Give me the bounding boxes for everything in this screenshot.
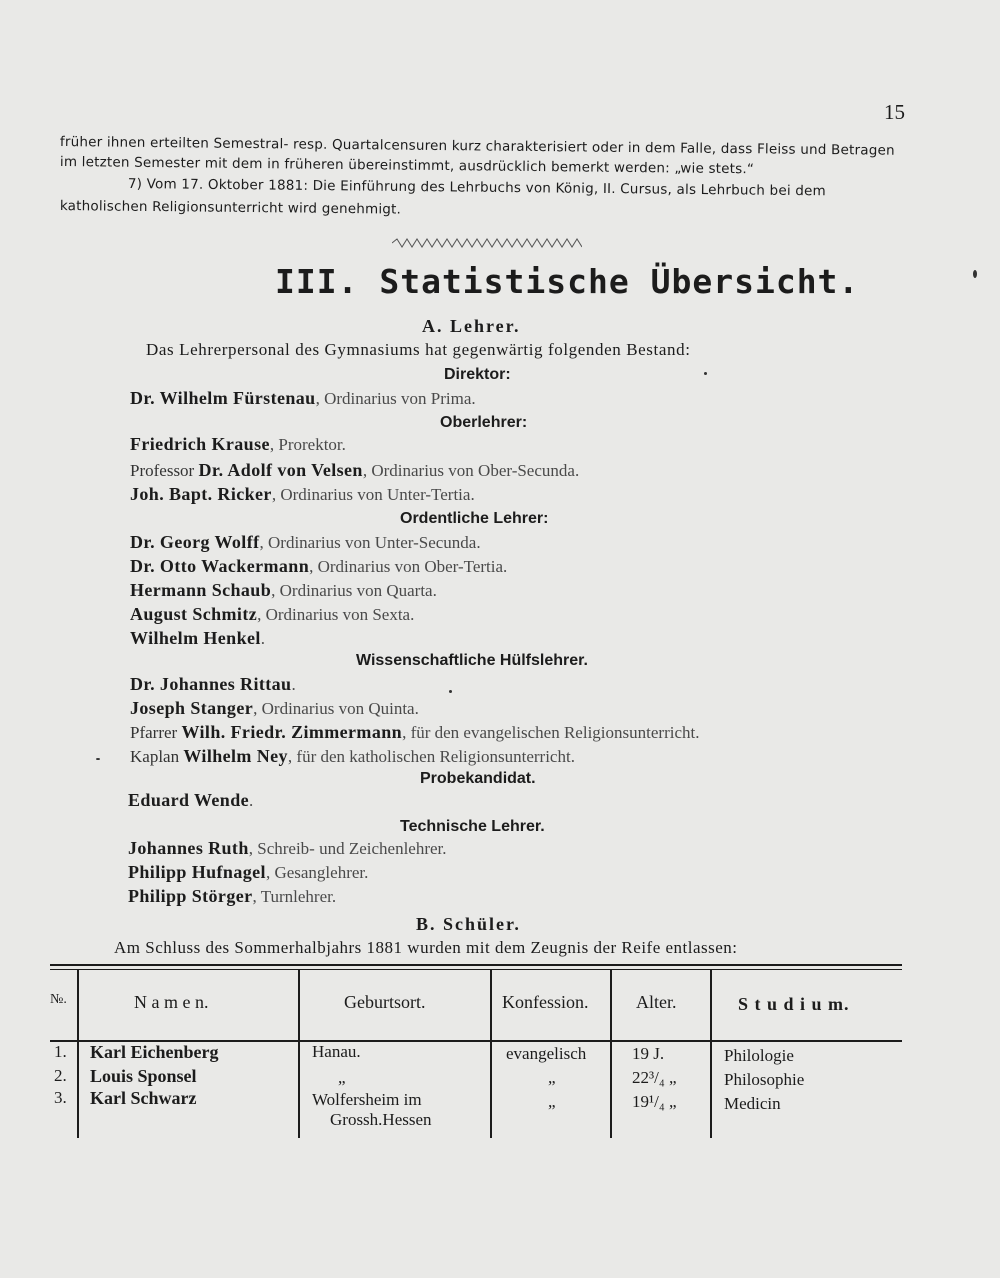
row-geburtsort: „ [338, 1068, 346, 1087]
teacher-name: Joseph Stanger [130, 698, 254, 718]
teacher-entry [128, 790, 253, 811]
lehrer-intro: Das Lehrerpersonal des Gymnasiums hat gegenwärtig folgenden Bestand: [146, 340, 691, 359]
teacher-name: Wilh. Friedr. Zimmermann [181, 722, 403, 742]
lehrer-heading: A. Lehrer. [422, 316, 521, 336]
teacher-name: Joh. Bapt. Ricker [130, 484, 272, 504]
direktor-heading: Direktor: [444, 366, 511, 383]
row-konfession: evangelisch [506, 1044, 587, 1063]
intro-line-3: 7) Vom 17. Oktober 1881: Die Einführung des Lehrbuchs von König, II. Cursus, als Lehrbuch bei dem [127, 176, 827, 200]
header-geburtsort: Geburtsort. [344, 992, 426, 1012]
teacher-entry [130, 722, 699, 743]
header-studium: S t u d i u m. [738, 994, 850, 1014]
teacher-name: Johannes Ruth [128, 838, 249, 858]
row-geburtsort: Hanau. [312, 1042, 361, 1061]
intro-line-1: früher ihnen erteilten Semestral- resp. Quartalcensuren kurz charakterisiert oder in dem Falle, dass Fleiss und Betragen [59, 134, 895, 159]
teacher-role: , Schreib- und Zeichenlehrer. [248, 839, 447, 858]
teacher-name: Eduard Wende [128, 790, 250, 810]
oberlehrer-heading: Oberlehrer: [440, 414, 528, 431]
teacher-role: , für den katholischen Religionsunterricht. [287, 747, 575, 766]
row-konfession: „ [548, 1092, 556, 1111]
row-no: 2. [54, 1066, 67, 1085]
schueler-intro: Am Schluss des Sommerhalbjahrs 1881 wurden mit dem Zeugnis der Reife entlassen: [114, 938, 738, 957]
header-konfession: Konfession. [502, 992, 589, 1012]
teacher-role: , Turnlehrer. [252, 887, 337, 906]
teacher-role: , Ordinarius von Unter-Tertia. [271, 485, 475, 504]
row-alter: 19¹/₄ „ [632, 1092, 677, 1111]
teacher-prefix: Professor [130, 461, 199, 480]
wavy-divider [392, 236, 582, 250]
row-name: Karl Eichenberg [90, 1042, 219, 1062]
direktor-entry [130, 388, 476, 409]
teacher-prefix: Kaplan [130, 747, 184, 766]
teacher-role: , Gesanglehrer. [265, 863, 369, 882]
row-alter: 19 J. [632, 1044, 665, 1063]
teacher-entry [130, 674, 296, 695]
teacher-name: Wilhelm Henkel [130, 628, 261, 648]
teacher-role: . [291, 675, 296, 694]
teacher-name: Wilhelm Ney [183, 746, 288, 766]
row-name: Louis Sponsel [90, 1066, 197, 1086]
section-title: III. Statistische Übersicht. [275, 262, 860, 301]
row-no: 3. [54, 1088, 67, 1107]
print-speck [96, 758, 100, 760]
technische-heading: Technische Lehrer. [400, 818, 545, 835]
row-geburtsort-2: Grossh.Hessen [330, 1110, 432, 1129]
print-speck [704, 372, 707, 375]
teacher-name: Dr. Adolf von Velsen [198, 460, 363, 480]
graduates-table [50, 964, 902, 1144]
teacher-entry [128, 886, 336, 907]
teacher-name: Philipp Hufnagel [128, 862, 266, 882]
teacher-entry [130, 532, 481, 553]
teacher-name: Dr. Johannes Rittau [130, 674, 292, 694]
intro-line-4: katholischen Religionsunterricht wird genehmigt. [59, 198, 402, 218]
row-studium: Medicin [724, 1094, 781, 1113]
teacher-entry [130, 698, 419, 719]
teacher-entry [128, 862, 368, 883]
teacher-entry [130, 604, 414, 625]
hilfslehrer-heading: Wissenschaftliche Hülfslehrer. [356, 652, 588, 669]
print-speck [973, 270, 977, 278]
teacher-name: Hermann Schaub [130, 580, 272, 600]
row-konfession: „ [548, 1068, 556, 1087]
teacher-role: , Ordinarius von Ober-Tertia. [309, 557, 508, 576]
row-studium: Philosophie [724, 1070, 805, 1089]
teacher-role: , Prorektor. [269, 435, 346, 454]
header-no: №. [50, 992, 67, 1007]
print-speck [449, 690, 452, 693]
page-number: 15 [884, 100, 905, 124]
row-alter: 22³/₄ „ [632, 1068, 677, 1087]
row-geburtsort: Wolfersheim im [312, 1090, 422, 1109]
ordentliche-heading: Ordentliche Lehrer: [400, 510, 549, 527]
teacher-entry [130, 746, 575, 767]
intro-line-2: im letzten Semester mit dem in früheren übereinstimmt, ausdrücklich bemerkt werden: „wie stets.“ [59, 154, 755, 178]
teacher-name: Dr. Wilhelm Fürstenau [130, 388, 316, 408]
teacher-role: . [260, 629, 266, 648]
teacher-role: , Ordinarius von Unter-Secunda. [259, 533, 481, 552]
teacher-role: . [249, 791, 254, 810]
header-alter: Alter. [636, 992, 677, 1012]
row-no: 1. [54, 1042, 67, 1061]
schueler-heading: B. Schüler. [416, 914, 521, 934]
teacher-role: , Ordinarius von Ober-Secunda. [362, 461, 580, 480]
teacher-entry [130, 628, 265, 649]
teacher-entry [128, 838, 447, 859]
teacher-entry [130, 556, 507, 577]
teacher-role: , Ordinarius von Quinta. [253, 699, 419, 718]
teacher-entry [130, 460, 579, 481]
row-name: Karl Schwarz [90, 1088, 197, 1108]
teacher-role: , Ordinarius von Quarta. [271, 581, 437, 600]
teacher-name: August Schmitz [130, 604, 258, 624]
teacher-role: , für den evangelischen Religionsunterricht. [402, 723, 700, 742]
header-name: N a m e n. [134, 992, 209, 1012]
teacher-prefix: Pfarrer [130, 723, 182, 742]
teacher-entry [130, 434, 346, 455]
probekandidat-heading: Probekandidat. [420, 770, 536, 787]
teacher-entry [130, 484, 475, 505]
row-studium: Philologie [724, 1046, 794, 1065]
teacher-name: Dr. Georg Wolff [130, 532, 260, 552]
teacher-role: , Ordinarius von Sexta. [257, 605, 415, 624]
teacher-name: Dr. Otto Wackermann [130, 556, 310, 576]
teacher-name: Friedrich Krause [130, 434, 270, 454]
teacher-entry [130, 580, 437, 601]
teacher-name: Philipp Störger [128, 886, 253, 906]
teacher-role: , Ordinarius von Prima. [315, 389, 476, 408]
